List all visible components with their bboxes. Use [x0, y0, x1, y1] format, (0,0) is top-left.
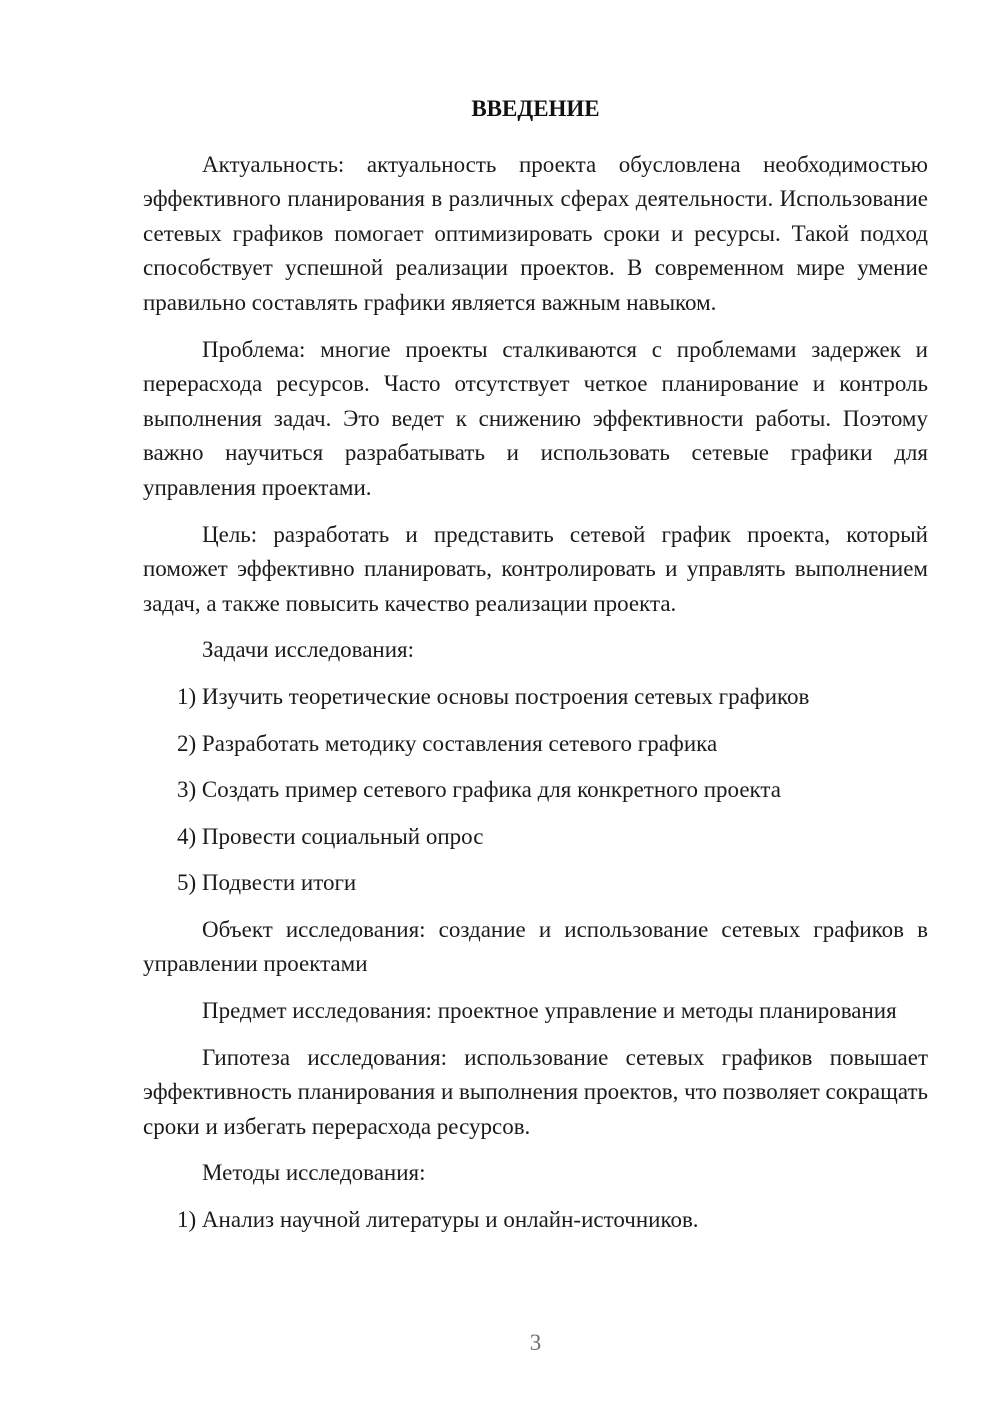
- paragraph-relevance: Актуальность: актуальность проекта обусловлена необходимостью эффективного планирования в различных сферах деятельности. Использование сетевых графиков помогает оптимизировать сроки и ресурсы. Такой подход способствует успешной реализации проектов. В современном мире умение правильно составлять графики является важным навыком.: [143, 151, 928, 315]
- paragraph-goal: Цель: разработать и представить сетевой график проекта, который поможет эффективно планировать, контролировать и управлять выполнением задач, а также повысить качество реализации проекта.: [143, 521, 928, 616]
- page-number: 3: [529, 1330, 542, 1355]
- paragraph-problem: Проблема: многие проекты сталкиваются с проблемами задержек и перерасхода ресурсов. Часто отсутствует четкое планирование и контроль выполнения задач. Это ведет к снижению эффективности работы. Поэтому важно научиться разрабатывать и использовать сетевые графики для управления проектами.: [143, 336, 928, 500]
- paragraph-hypothesis: Гипотеза исследования: использование сетевых графиков повышает эффективность планирования и выполнения проектов, что позволяет сокращать сроки и избегать перерасхода ресурсов.: [143, 1044, 928, 1139]
- task-item-2: 2) Разработать методику составления сетевого графика: [177, 730, 718, 756]
- tasks-heading: Задачи исследования:: [202, 637, 415, 663]
- task-item-1: 1) Изучить теоретические основы построения сетевых графиков: [177, 683, 810, 709]
- paragraph-object: Объект исследования: создание и использование сетевых графиков в управлении проектами: [143, 916, 928, 977]
- page-title: ВВЕДЕНИЕ: [471, 96, 600, 121]
- task-item-3: 3) Создать пример сетевого графика для конкретного проекта: [177, 777, 781, 803]
- task-item-4: 4) Провести социальный опрос: [177, 823, 484, 849]
- methods-heading: Методы исследования:: [202, 1160, 426, 1186]
- task-item-5: 5) Подвести итоги: [177, 870, 357, 896]
- paragraph-subject: Предмет исследования: проектное управление и методы планирования: [202, 998, 897, 1024]
- method-item-1: 1) Анализ научной литературы и онлайн-источников.: [177, 1207, 699, 1233]
